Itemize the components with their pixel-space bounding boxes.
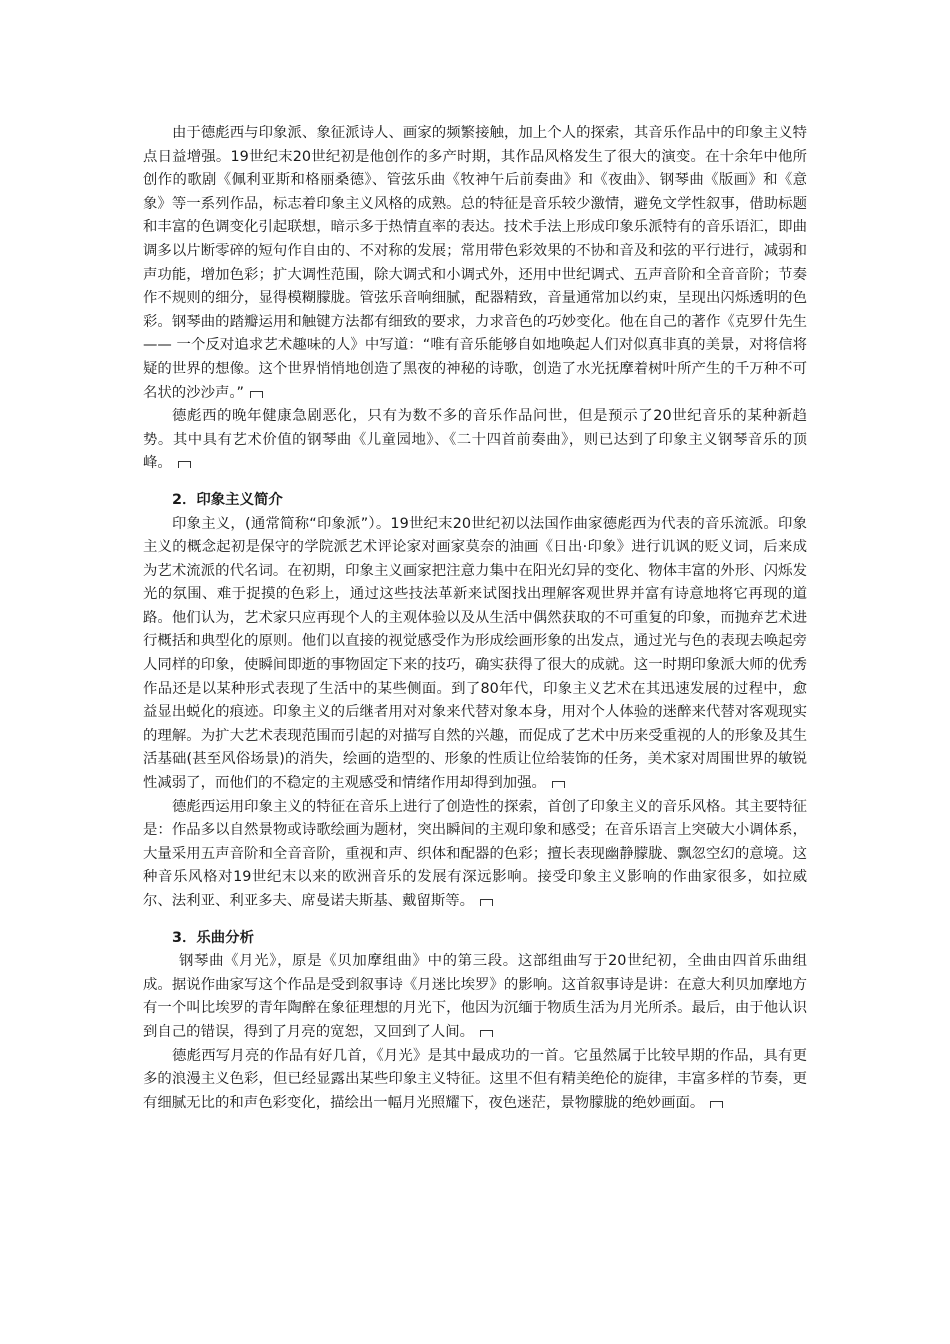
body-paragraph: 由于德彪西与印象派、象征派诗人、画家的频繁接触，加上个人的探索，其音乐作品中的印象主义特点日益增强。19世纪末20世纪初是他创作的多产时期，其作品风格发生了很大的演变。在十余年中他所创作的歌剧《佩利亚斯和格丽桑德》、管弦乐曲《牧神午后前奏曲》和《夜曲》、钢琴曲《版画》和《意象》等一系列作品，标志着印象主义风格的成熟。总的特征是音乐较少激情，避免文学性叙事，借助标题和丰富的色调变化引起联想，暗示多于热情直率的表达。技术手法上形成印象乐派特有的音乐语汇，即曲调多以片断零碎的短句作自由的、不对称的发展；常用带色彩效果的不协和音及和弦的平行进行，减弱和声功能，增加色彩；扩大调性范围，除大调式和小调式外，还用中世纪调式、五声音阶和全音音阶；节奏作不规则的细分，显得模糊朦胧。管弦乐音响细腻，配器精致，音量通常加以约束，呈现出闪烁透明的色彩。钢琴曲的踏瓣运用和触键方法都有细致的要求，力求音色的巧妙变化。他在自己的著作《克罗什先生 —— 一个反对追求艺术趣味的人》中写道：“唯有音乐能够自如地唤起人们对似真非真的美景，对将信将疑的世界的想像。这个世界悄悄地创造了黑夜的神秘的诗歌，创造了水光抚摩着树叶所产生的千万种不可名状的沙沙声。” (143, 125, 807, 401)
body-paragraph: 钢琴曲《月光》，原是《贝加摩组曲》中的第三段。这部组曲写于20世纪初，全曲由四首乐曲组成。据说作曲家写这个作品是受到叙事诗《月迷比埃罗》的影响。这首叙事诗是讲：在意大利贝加摩地方有一个叫比埃罗的青年陶醉在象征理想的月光下，他因为沉缅于物质生活为月光所杀。最后，由于他认识到自己的错误，得到了月亮的宽恕，又回到了人间。 (143, 953, 807, 1040)
body-paragraph: 印象主义，(通常简称“印象派”）。19世纪末20世纪初以法国作曲家德彪西为代表的音乐流派。印象主义的概念起初是保守的学院派艺术评论家对画家莫奈的油画《日出·印象》进行讥讽的贬义词，后来成为艺术流派的代名词。在初期，印象主义画家把注意力集中在阳光幻异的变化、物体丰富的外形、闪烁发光的氛围、难于捉摸的色彩上，通过这些技法革新来试图找出理解客观世界并富有诗意地将它再现的道路。他们认为，艺术家只应再现个人的主观体验以及从生活中偶然获取的不可重复的印象，而抛弃艺术进行概括和典型化的原则。他们以直接的视觉感受作为形成绘画形象的出发点，通过光与色的表现去唤起旁人同样的印象，使瞬间即逝的事物固定下来的技巧，确实获得了很大的成就。这一时期印象派大师的优秀作品还是以某种形式表现了生活中的某些侧面。到了80年代，印象主义艺术在其迅速发展的过程中，愈益显出蜕化的痕迹。印象主义的后继者用对对象来代替对象本身，用对个人体验的迷醉来代替对客观现实的理解。为扩大艺术表现范围而引起的对描写自然的兴趣，而促成了艺术中历来受重视的人的形象及其生活基础(甚至风俗场景)的消失，绘画的造型的、形象的性质让位给装饰的任务，美术家对周围世界的敏锐性减弱了，而他们的不稳定的主观感受和情绪作用却得到加强。 (143, 515, 807, 792)
document-page (143, 122, 807, 1115)
body-paragraph: 德彪西运用印象主义的特征在音乐上进行了创造性的探索，首创了印象主义的音乐风格。其主要特征是：作品多以自然景物或诗歌绘画为题材，突出瞬间的主观印象和感受；在音乐语言上突破大小调体系，大量采用五声音阶和全音音阶，重视和声、织体和配器的色彩；擅长表现幽静朦胧、飘忽空幻的意境。这种音乐风格对19世纪末以来的欧洲音乐的发展有深远影响。接受印象主义影响的作曲家很多，如拉威尔、法利亚、利亚多夫、席曼诺夫斯基、戴留斯等。 (143, 798, 807, 909)
body-paragraph: 德彪西的晚年健康急剧恶化，只有为数不多的音乐作品问世，但是预示了20世纪音乐的某种新趋势。其中具有艺术价值的钢琴曲《儿童园地》、《二十四首前奏曲》，则已达到了印象主义钢琴音乐的顶峰。 (143, 408, 807, 472)
section-heading: 2．印象主义简介 (172, 491, 283, 508)
paragraph-mark-icon (710, 1101, 723, 1108)
paragraph-mark-icon (250, 391, 263, 398)
body-paragraph: 德彪西写月亮的作品有好几首，《月光》是其中最成功的一首。它虽然属于比较早期的作品，具有更多的浪漫主义色彩，但已经显露出某些印象主义特征。这里不但有精美绝伦的旋律，丰富多样的节奏，更有细腻无比的和声色彩变化，描绘出一幅月光照耀下，夜色迷茫，景物朦胧的绝妙画面。 (143, 1047, 807, 1111)
section-gap (143, 914, 807, 927)
paragraph-mark-icon (480, 1030, 493, 1037)
paragraph-mark-icon (552, 781, 565, 788)
section-gap (143, 476, 807, 489)
paragraph-mark-icon (480, 899, 493, 906)
paragraph-mark-icon (178, 461, 191, 468)
section-heading: 3．乐曲分析 (172, 929, 254, 946)
